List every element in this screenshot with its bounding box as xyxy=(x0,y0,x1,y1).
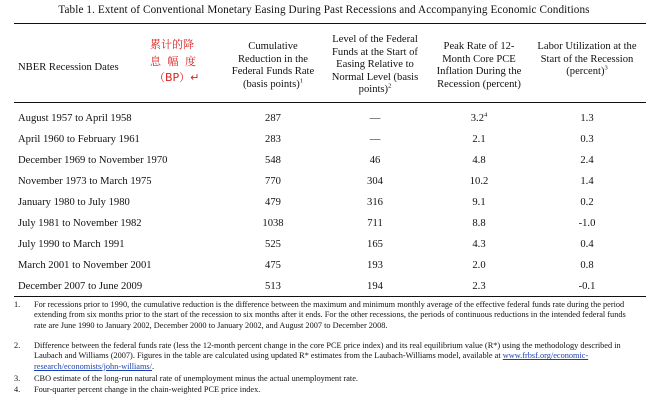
header-reduction-note: 1 xyxy=(299,77,304,85)
cell-dates: July 1990 to March 1991 xyxy=(18,239,125,250)
cell-level: 46 xyxy=(369,155,381,166)
footnote-text: Difference between the federal funds rate (less the 12-month percent change in the core PCE price index) and its real equilibrium value (R*) using the methodology described in Laubach and Williams (2007). Figures in the table are calculated using updated R* estimates from the Laubach-Williams model, available at xyxy=(34,341,621,361)
cell-dates: April 1960 to February 1961 xyxy=(18,134,140,145)
annotation-line-3: （BP）↵ xyxy=(154,71,200,84)
footnote-4 xyxy=(14,385,644,396)
header-reduction-text: Cumulative Reduction in the Federal Funds Rate (basis points) xyxy=(231,41,315,90)
cell-level: 316 xyxy=(367,197,383,208)
williams-link[interactable]: www.frbsf.org/economic-research/economists/john-williams/ xyxy=(34,351,589,371)
chinese-annotation xyxy=(150,37,228,87)
cell-peak xyxy=(430,113,528,124)
cell-dates: January 1980 to July 1980 xyxy=(18,197,130,208)
annotation-line-1: 累计的降 xyxy=(150,38,194,51)
cell-peak: 2.0 xyxy=(472,260,486,271)
cell-dates: December 2007 to June 2009 xyxy=(18,281,143,292)
cell-peak: 10.2 xyxy=(469,176,489,187)
cell-level: 304 xyxy=(367,176,383,187)
cell-level: 193 xyxy=(367,260,383,271)
cell-peak: 2.3 xyxy=(472,281,486,292)
footnote-text: For recessions prior to 1990, the cumulative reduction is the difference between the maximum and minimum monthly average of the effective federal funds rate during the period extending from six months prior to the start of the recession to six months after it ends. For the other recessions, the periods of continuous reductions in the intended federal funds rate are June 1990 to January 2002, December 2000 to January 2002, and August 2007 to December 2008. xyxy=(34,300,626,330)
header-peak: Peak Rate of 12-Month Core PCE Inflation During the Recession (percent) xyxy=(436,41,522,90)
table-row xyxy=(0,278,648,296)
table-row xyxy=(0,257,648,275)
cell-peak: 4.3 xyxy=(472,239,486,250)
cell-reduction: 283 xyxy=(265,134,281,145)
table-row xyxy=(0,152,648,170)
cell-peak: 9.1 xyxy=(472,197,486,208)
footnote-2 xyxy=(14,341,644,373)
cell-reduction: 525 xyxy=(265,239,281,250)
annotation-line-2: 息幅度 xyxy=(150,54,203,68)
cell-labor: 0.8 xyxy=(580,260,594,271)
header-labor-note: 3 xyxy=(604,64,608,72)
cell-labor: 0.4 xyxy=(580,239,594,250)
cell-reduction: 1038 xyxy=(262,218,284,229)
header-level-note: 2 xyxy=(388,82,392,90)
cell-level: — xyxy=(369,113,381,124)
footnote-marker: 4. xyxy=(14,385,21,394)
cell-level: — xyxy=(369,134,381,145)
cell-dates: March 2001 to November 2001 xyxy=(18,260,152,271)
cell-dates: December 1969 to November 1970 xyxy=(18,155,168,166)
table-row xyxy=(0,194,648,212)
footnote-1 xyxy=(14,300,644,332)
table-row xyxy=(0,173,648,191)
cell-peak: 4.8 xyxy=(472,155,486,166)
cell-level: 711 xyxy=(367,218,383,229)
cell-peak: 8.8 xyxy=(472,218,486,229)
footnote-text-end: . xyxy=(151,361,155,371)
table-row xyxy=(0,236,648,254)
cell-peak-note: 4 xyxy=(484,111,488,119)
cell-labor: 1.4 xyxy=(580,176,594,187)
cell-peak: 2.1 xyxy=(472,134,486,145)
cell-peak-value: 3.2 xyxy=(470,113,484,124)
footnote-marker: 2. xyxy=(14,341,21,350)
cell-reduction: 513 xyxy=(265,281,281,292)
cell-labor: 2.4 xyxy=(580,155,594,166)
footnote-marker: 3. xyxy=(14,374,21,383)
cell-reduction: 475 xyxy=(265,260,281,271)
table-row xyxy=(0,131,648,149)
cell-dates: August 1957 to April 1958 xyxy=(18,113,132,124)
cell-labor: 0.3 xyxy=(580,134,594,145)
top-rule xyxy=(14,23,646,24)
header-labor-text: Labor Utilization at the Start of the Recession (percent) xyxy=(537,41,637,78)
table-row xyxy=(0,215,648,233)
footnote-text: Four-quarter percent change in the chain-weighted PCE price index. xyxy=(34,385,261,394)
cell-reduction: 770 xyxy=(265,176,281,187)
cell-reduction: 548 xyxy=(265,155,281,166)
table-row xyxy=(0,110,648,128)
footnote-text-wrap xyxy=(34,341,640,372)
footnote-text: CBO estimate of the long-run natural rate of unemployment minus the actual unemployment rate. xyxy=(34,374,358,383)
cell-labor: -1.0 xyxy=(578,218,596,229)
header-reduction xyxy=(226,41,320,91)
cell-reduction: 287 xyxy=(265,113,281,124)
header-dates: NBER Recession Dates xyxy=(18,62,119,73)
footnote-marker: 1. xyxy=(14,300,21,309)
cell-level: 165 xyxy=(367,239,383,250)
cell-reduction: 479 xyxy=(265,197,281,208)
header-level xyxy=(322,34,428,97)
cell-labor: 1.3 xyxy=(580,113,594,124)
header-labor xyxy=(530,41,644,79)
footnote-3 xyxy=(14,374,644,385)
table-title: Table 1. Extent of Conventional Monetary Easing During Past Recessions and Accompanying Economic Conditions xyxy=(58,4,590,16)
cell-labor: 0.2 xyxy=(580,197,594,208)
header-rule xyxy=(14,102,646,103)
cell-dates: November 1973 to March 1975 xyxy=(18,176,152,187)
cell-level: 194 xyxy=(367,281,383,292)
header-level-text: Level of the Federal Funds at the Start of Easing Relative to Normal Level (basis points) xyxy=(331,34,419,96)
cell-dates: July 1981 to November 1982 xyxy=(18,218,142,229)
cell-labor: -0.1 xyxy=(578,281,596,292)
bottom-rule xyxy=(14,296,646,297)
